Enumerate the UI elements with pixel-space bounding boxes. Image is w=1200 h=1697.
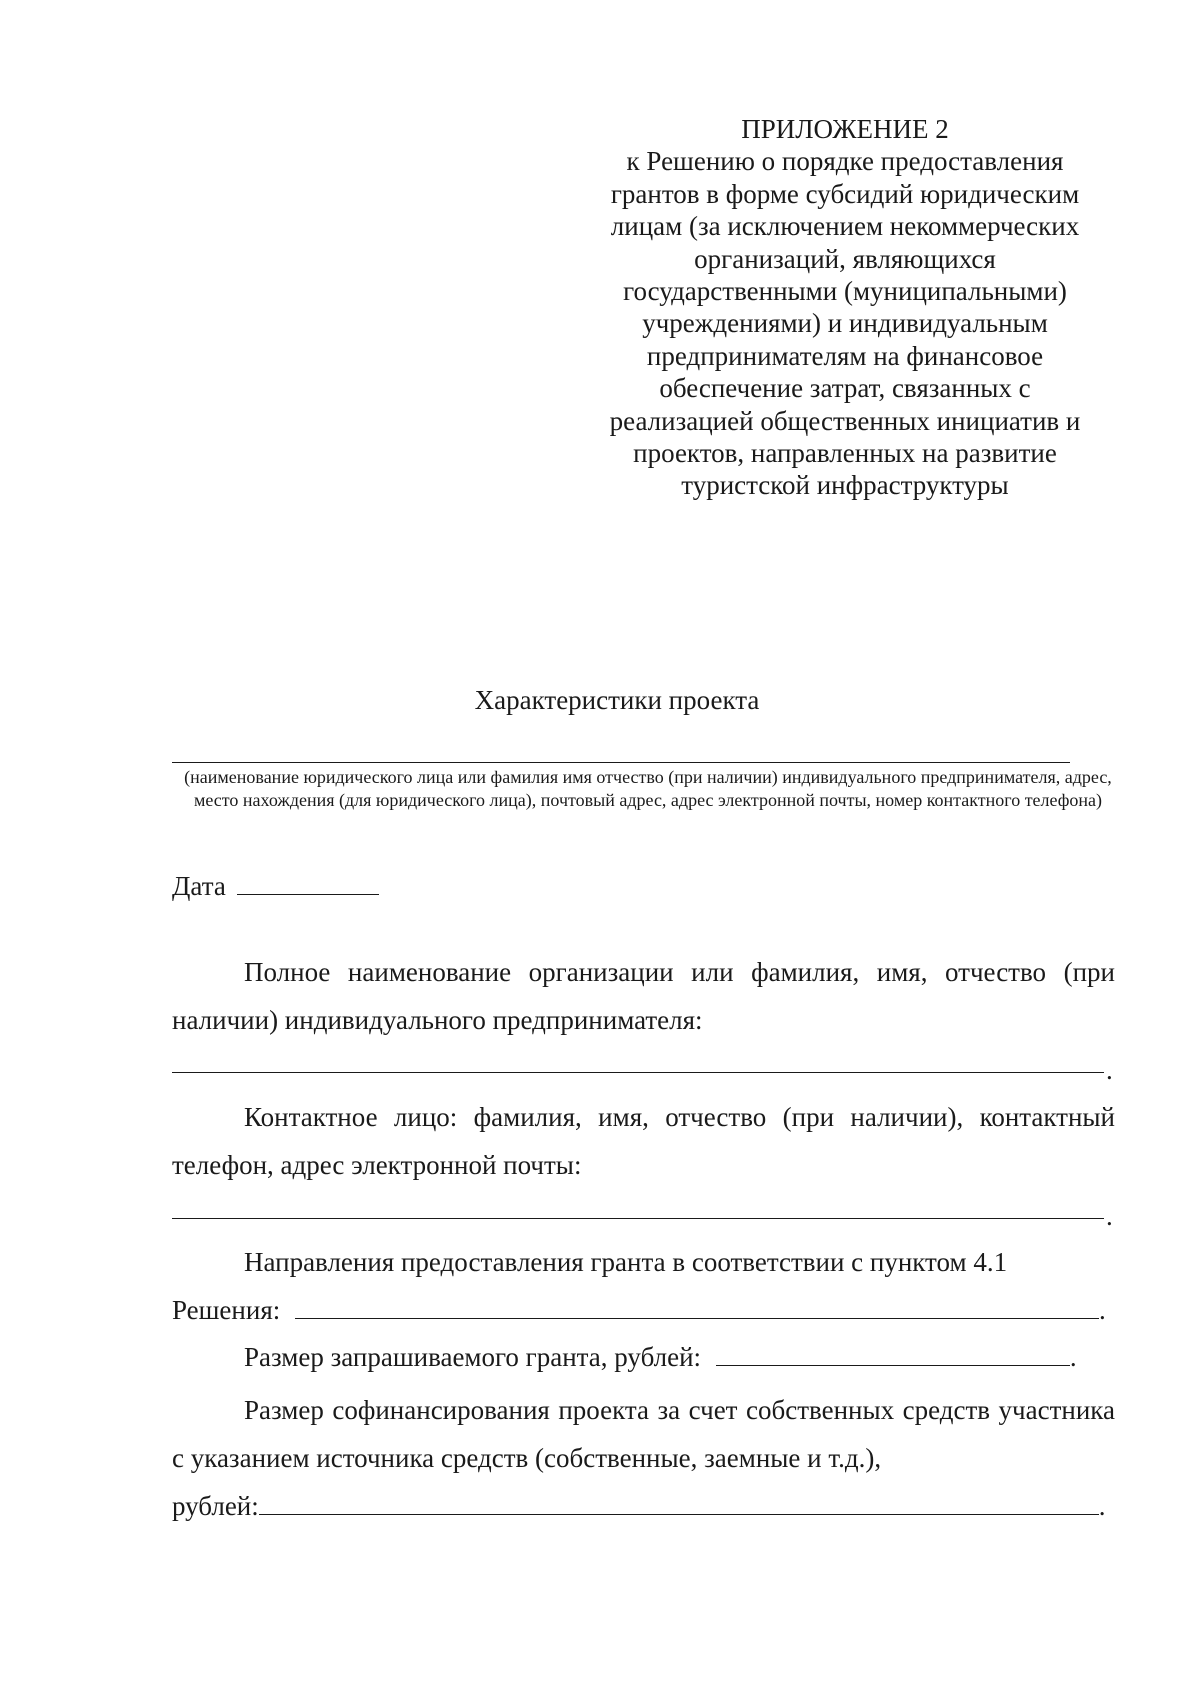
contact-paragraph: Контактное лицо: фамилия, имя, отчество (при наличии), контактный телефон, адрес электронной почты: [172, 1102, 1115, 1180]
appendix-line: организаций, являющихся [694, 243, 996, 274]
appendix-header [590, 113, 1100, 502]
cofinancing-field[interactable] [259, 1490, 1099, 1515]
grant-size-row [244, 1341, 1077, 1373]
appendix-line: обеспечение затрат, связанных с [659, 373, 1031, 404]
document-title-wrap [0, 684, 1200, 716]
contact-period: . [1106, 1201, 1113, 1231]
directions-label: Решения: [172, 1295, 281, 1325]
full-name-paragraph: Полное наименование организации или фамилия, имя, отчество (при наличии) индивидуального предпринимателя: [172, 957, 1115, 1035]
applicant-caption: (наименование юридического лица или фамилия имя отчество (при наличии) индивидуального предпринимателя, адрес, место нахождения (для юридического лица), почтовый адрес, адрес электронной почты, номер контактного телефона) [184, 767, 1112, 810]
directions-field[interactable] [295, 1294, 1099, 1319]
appendix-line: туристской инфраструктуры [681, 470, 1009, 501]
appendix-line: предпринимателям на финансовое [646, 340, 1044, 371]
grant-size-period: . [1069, 1342, 1077, 1372]
document-title: Характеристики проекта [474, 685, 760, 715]
directions-row [172, 1294, 1106, 1326]
contact-fill-line[interactable] [172, 1218, 1104, 1219]
cofinancing-paragraph: Размер софинансирования проекта за счет собственных средств участника с указанием источника средств (собственные, заемные и т.д.), [172, 1395, 1115, 1473]
appendix-line: лицам (за исключением некоммерческих [610, 211, 1080, 242]
appendix-line: к Решению о порядке предоставления [626, 146, 1064, 177]
grant-size-field[interactable] [716, 1341, 1070, 1366]
appendix-line: учреждениями) и индивидуальным [642, 308, 1048, 339]
date-field[interactable] [237, 870, 379, 895]
appendix-line: реализацией общественных инициатив и [609, 405, 1081, 436]
directions-paragraph: Направления предоставления гранта в соответствии с пунктом 4.1 [244, 1247, 1008, 1277]
cofinancing-row [172, 1490, 1106, 1522]
grant-size-label: Размер запрашиваемого гранта, рублей: [244, 1342, 702, 1372]
cofinancing-period: . [1098, 1491, 1106, 1521]
applicant-fill-line[interactable] [172, 762, 1070, 763]
appendix-line: государственными (муниципальными) [623, 276, 1067, 307]
date-row [172, 870, 379, 902]
cofinancing-label: рублей: [172, 1491, 259, 1521]
appendix-line: проектов, направленных на развитие [633, 438, 1057, 469]
appendix-line: грантов в форме субсидий юридическим [610, 178, 1080, 209]
full-name-fill-line[interactable] [172, 1072, 1104, 1073]
full-name-period: . [1106, 1055, 1113, 1085]
appendix-label: ПРИЛОЖЕНИЕ 2 [741, 114, 949, 144]
date-label: Дата [172, 871, 226, 901]
directions-period: . [1099, 1295, 1106, 1325]
